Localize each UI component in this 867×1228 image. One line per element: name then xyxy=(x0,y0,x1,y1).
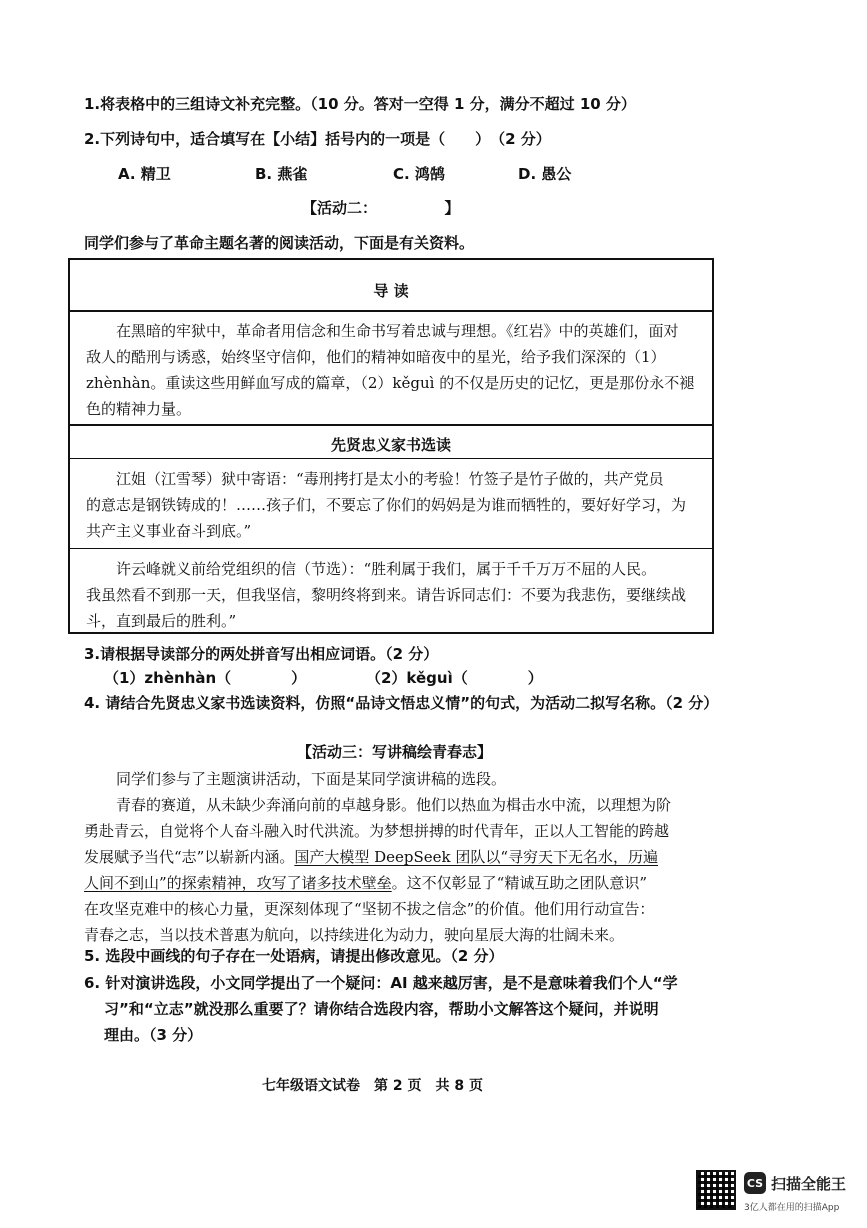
option-c: C. 鸿鹄 xyxy=(393,165,445,183)
speech-line-4-text: 。这不仅彰显了“精诚互助之团队意识” xyxy=(391,874,648,892)
question-2: 2.下列诗句中，适合填写在【小结】括号内的一项是（ ） （2 分） xyxy=(84,130,551,148)
speech-line-3 xyxy=(84,846,658,867)
qr-code-icon xyxy=(696,1170,736,1210)
question-6-line-1: 6. 针对演讲选段，小文同学提出了一个疑问：AI 越来越厉害，是不是意味着我们个人“学 xyxy=(84,974,678,992)
speech-line-4 xyxy=(84,872,647,893)
activity3-title: 【活动三：写讲稿绘青春志】 xyxy=(297,743,493,761)
letter1-line-2: 的意志是钢铁铸成的！……孩子们，不要忘了你们的妈妈是为谁而牺牲的，要好好学习，为 xyxy=(86,496,687,514)
watermark-brand: 扫描全能王 xyxy=(771,1175,847,1193)
speech-line-1: 青春的赛道，从未缺少奔涌向前的卓越身影。他们以热血为楫击水中流，以理想为阶 xyxy=(116,796,672,814)
q3-blank-1: （1）zhènhàn（ ） xyxy=(104,669,307,687)
letter1-line-3: 共产主义事业奋斗到底。” xyxy=(86,522,252,540)
question-4: 4. 请结合先贤忠义家书选读资料，仿照“品诗文悟忠义情”的句式，为活动二拟写名称。（2 分） xyxy=(84,694,719,712)
option-d: D. 愚公 xyxy=(518,165,572,183)
divider xyxy=(70,458,712,459)
letter2-line-3: 斗，直到最后的胜利。” xyxy=(86,612,237,630)
option-a: A. 精卫 xyxy=(118,165,171,183)
guide-line-1: 在黑暗的牢狱中，革命者用信念和生命书写着忠诚与理想。《红岩》中的英雄们，面对 xyxy=(86,322,679,340)
speech-line-3-text: 发展赋予当代“志”以崭新内涵。 xyxy=(84,848,295,866)
question-5: 5. 选段中画线的句子存在一处语病，请提出修改意见。（2 分） xyxy=(84,947,504,965)
watermark-tagline: 3亿人都在用的扫描App xyxy=(744,1203,840,1213)
activity2-intro: 同学们参与了革命主题名著的阅读活动，下面是有关资料。 xyxy=(84,234,475,252)
divider xyxy=(70,548,712,549)
guide-line-3: zhènhàn。重读这些用鲜血写成的篇章，（2）kěguì 的不仅是历史的记忆，更是那份永不褪 xyxy=(86,374,695,392)
underlined-sentence-part-1: 国产大模型 DeepSeek 团队以“寻穷天下无名水，历遍 xyxy=(294,848,659,866)
page-footer: 七年级语文试卷 第 2 页 共 8 页 xyxy=(262,1078,483,1094)
underlined-sentence-part-2: 人间不到山”的探索精神，攻写了诸多技术壁垒 xyxy=(84,874,392,892)
guide-title: 导 读 xyxy=(373,282,409,300)
speech-line-5: 在攻坚克难中的核心力量，更深刻体现了“坚韧不拔之信念”的价值。他们用行动宣告： xyxy=(84,900,655,918)
question-6-line-2: 习”和“立志”就没那么重要了？请你结合选段内容，帮助小文解答这个疑问，并说明 xyxy=(104,1000,659,1018)
letter1-line-1: 江姐（江雪琴）狱中寄语：“毒刑拷打是太小的考验！竹签子是竹子做的，共产党员 xyxy=(86,470,664,488)
letter2-line-2: 我虽然看不到那一天，但我坚信，黎明终将到来。请告诉同志们：不要为我悲伤，要继续战 xyxy=(86,586,687,604)
q3-blank-2: （2）kěguì（ ） xyxy=(366,669,543,687)
option-b: B. 燕雀 xyxy=(255,165,308,183)
question-1: 1.将表格中的三组诗文补充完整。（10 分。答对一空得 1 分，满分不超过 10 分） xyxy=(84,95,636,113)
activity2-title: 【活动二： 】 xyxy=(302,199,460,217)
divider xyxy=(70,310,712,312)
speech-line-6: 青春之志，当以技术普惠为航向，以持续进化为动力，驶向星辰大海的壮阔未来。 xyxy=(84,926,625,944)
divider xyxy=(70,424,712,426)
speech-line-2: 勇赴青云，自觉将个人奋斗融入时代洪流。为梦想拼搏的时代青年，正以人工智能的跨越 xyxy=(84,822,670,840)
materials-box xyxy=(68,258,714,634)
letter2-line-1: 许云峰就义前给党组织的信（节选）：“胜利属于我们，属于千千万万不屈的人民。 xyxy=(86,560,657,578)
guide-line-4: 色的精神力量。 xyxy=(86,400,192,418)
question-6-line-3: 理由。（3 分） xyxy=(104,1026,203,1044)
guide-line-2: 敌人的酷刑与诱惑，始终坚守信仰，他们的精神如暗夜中的星光，给予我们深深的（1） xyxy=(86,348,666,366)
activity3-intro: 同学们参与了主题演讲活动，下面是某同学演讲稿的选段。 xyxy=(116,770,507,788)
camscanner-logo-icon: CS xyxy=(744,1172,766,1194)
letters-title: 先贤忠义家书选读 xyxy=(330,436,451,454)
question-3: 3.请根据导读部分的两处拼音写出相应词语。（2 分） xyxy=(84,645,439,663)
